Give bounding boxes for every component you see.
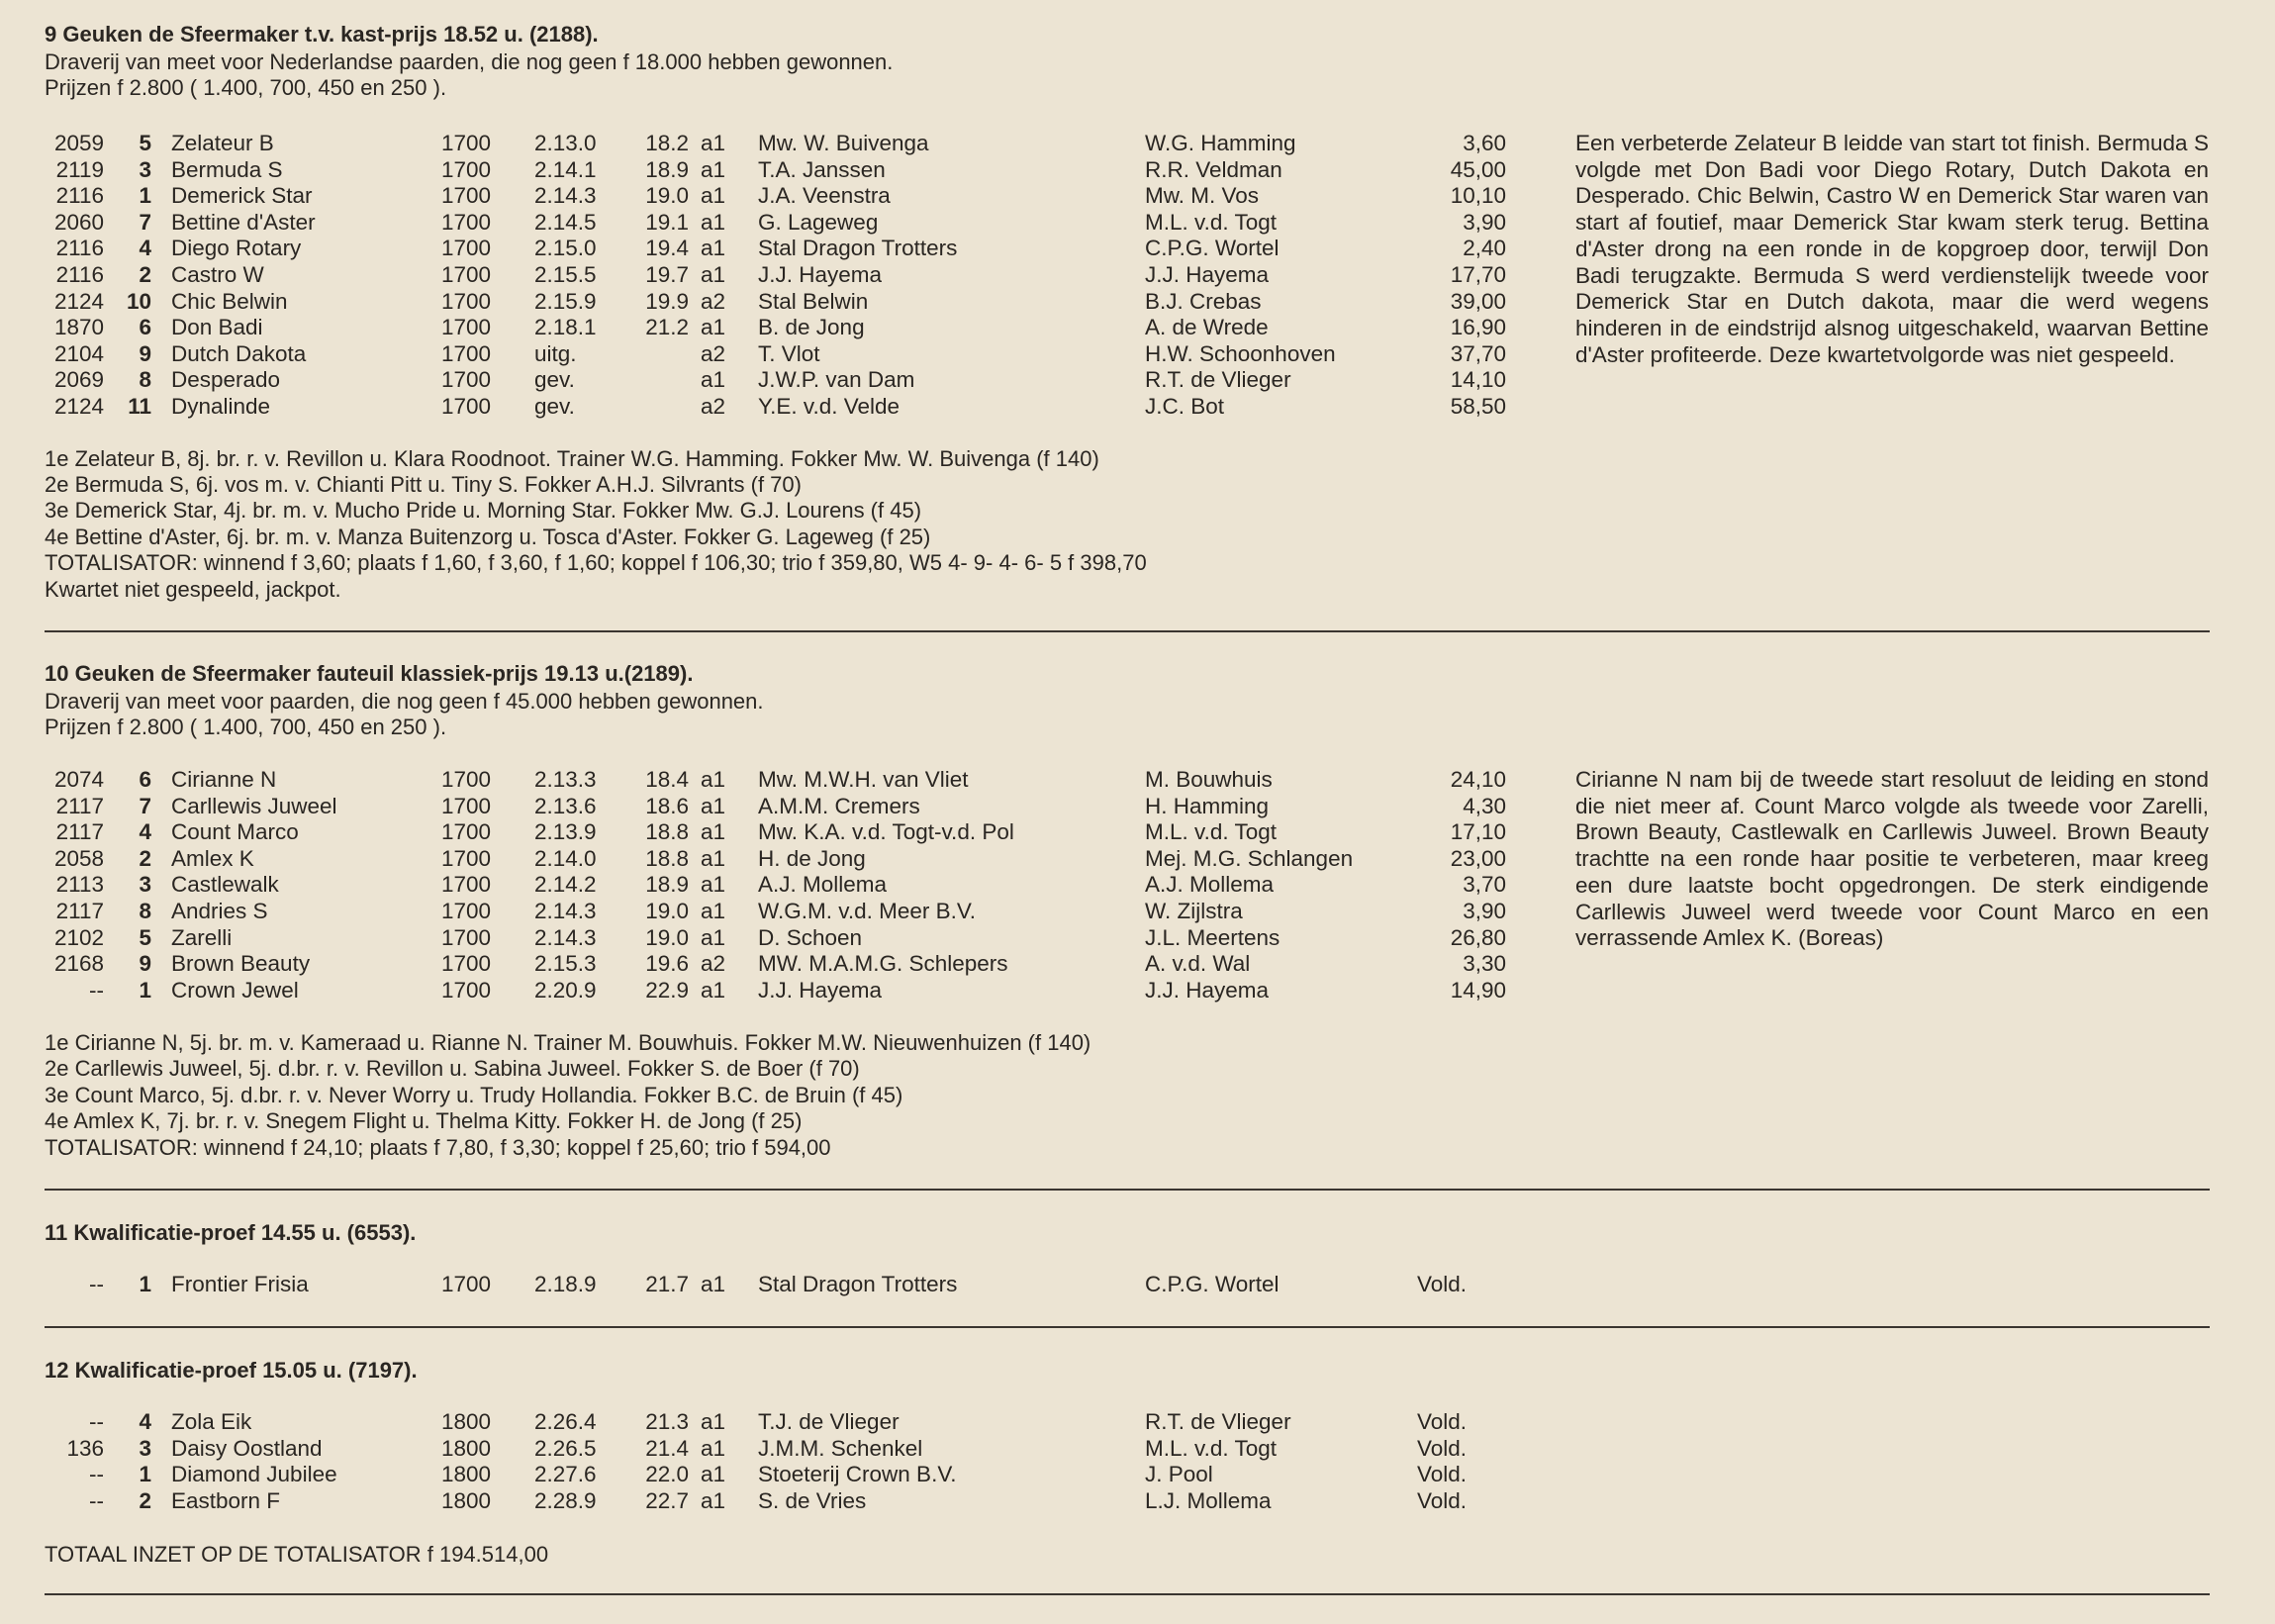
previous-race-number: 136 — [66, 1435, 104, 1461]
finish-time: 2.28.9 — [534, 1487, 597, 1513]
result-row — [0, 899, 1524, 925]
distance: 1700 — [441, 872, 492, 898]
start-class: a1 — [701, 845, 726, 871]
start-number: 1 — [139, 1272, 151, 1296]
win-odds: 39,00 — [1450, 288, 1506, 314]
win-odds: 3,70 — [1463, 872, 1506, 898]
finish-time: 2.14.3 — [534, 183, 597, 209]
total-bets: TOTAAL INZET OP DE TOTALISATOR f 194.514,00 — [45, 1542, 549, 1567]
breeding-line-3: 3e Demerick Star, 4j. br. m. v. Mucho Pride u. Morning Star. Fokker Mw. G.J. Lourens (f 45) — [45, 498, 922, 523]
distance: 1800 — [441, 1487, 492, 1513]
distance: 1700 — [441, 819, 492, 845]
distance: 1700 — [441, 315, 492, 340]
start-number: 3 — [139, 156, 151, 182]
horse-name: Chic Belwin — [171, 288, 288, 314]
distance: 1700 — [441, 262, 492, 287]
previous-race-number: 2116 — [55, 183, 104, 209]
previous-race-number: 2124 — [53, 394, 104, 419]
win-odds: 24,10 — [1450, 767, 1506, 792]
driver-name: M.L. v.d. Togt — [1145, 209, 1277, 235]
horse-name: Castlewalk — [171, 872, 279, 898]
distance: 1700 — [441, 767, 492, 792]
start-number: 6 — [139, 315, 151, 340]
start-class: a1 — [701, 899, 726, 923]
breeding-line-4: 4e Bettine d'Aster, 6j. br. m. v. Manza Buitenzorg u. Tosca d'Aster. Fokker G. Lageweg (f 25) — [45, 525, 931, 549]
finish-time: 2.15.3 — [534, 951, 597, 977]
previous-race-number: 2117 — [55, 899, 104, 923]
km-time: 22.9 — [645, 977, 689, 1003]
result-row — [0, 1436, 1524, 1463]
finish-time: 2.14.3 — [534, 899, 597, 923]
result-row — [0, 846, 1524, 873]
start-class: a1 — [701, 1487, 726, 1513]
horse-name: Zarelli — [171, 924, 233, 950]
finish-time: 2.26.5 — [534, 1435, 597, 1461]
result-row — [0, 367, 1524, 394]
win-odds: 17,10 — [1450, 819, 1506, 845]
section-divider — [45, 1326, 2210, 1328]
race-title: 11 Kwalificatie-proef 14.55 u. (6553). — [45, 1220, 417, 1245]
km-time: 22.0 — [645, 1462, 689, 1487]
distance: 1700 — [441, 183, 492, 209]
distance: 1700 — [441, 367, 492, 393]
result-row — [0, 978, 1524, 1004]
start-number: 8 — [139, 899, 151, 923]
section-divider — [45, 1593, 2210, 1595]
win-odds: 14,10 — [1450, 367, 1506, 393]
previous-race-number: 2168 — [53, 951, 104, 977]
previous-race-number: 2074 — [53, 767, 104, 792]
km-time: 19.0 — [645, 924, 689, 950]
win-odds: 58,50 — [1450, 394, 1506, 419]
owner-name: A.M.M. Cremers — [758, 793, 920, 818]
distance: 1700 — [441, 394, 492, 419]
km-time: 18.4 — [645, 767, 689, 792]
start-number: 7 — [139, 209, 151, 235]
previous-race-number: 2060 — [53, 209, 104, 235]
owner-name: J.J. Hayema — [758, 977, 883, 1003]
owner-name: S. de Vries — [758, 1487, 867, 1513]
result-row — [0, 1409, 1524, 1436]
distance: 1700 — [441, 156, 492, 182]
qualification-status: Vold. — [1417, 1462, 1468, 1487]
result-row — [0, 131, 1524, 157]
result-row — [0, 1462, 1524, 1488]
kwartet-note: Kwartet niet gespeeld, jackpot. — [45, 577, 341, 602]
driver-name: J.J. Hayema — [1145, 977, 1270, 1003]
driver-name: L.J. Mollema — [1145, 1487, 1272, 1513]
horse-name: Diego Rotary — [171, 236, 302, 261]
finish-time: 2.13.6 — [534, 793, 597, 818]
owner-name: J.A. Veenstra — [758, 183, 891, 209]
start-class: a1 — [701, 156, 726, 182]
start-class: a1 — [701, 1462, 726, 1487]
km-time: 21.2 — [645, 315, 689, 340]
distance: 1800 — [441, 1409, 492, 1434]
win-odds: 3,60 — [1463, 131, 1506, 155]
result-row — [0, 183, 1524, 210]
start-class: a1 — [701, 924, 726, 950]
km-time: 18.9 — [645, 156, 689, 182]
start-class: a1 — [701, 236, 726, 261]
owner-name: W.G.M. v.d. Meer B.V. — [758, 899, 977, 923]
finish-time: 2.14.0 — [534, 845, 597, 871]
totalisator-line: TOTALISATOR: winnend f 3,60; plaats f 1,60, f 3,60, f 1,60; koppel f 106,30; trio f 359,80, W5 4- 9- 4- 6- 5 f 398,70 — [45, 550, 1147, 575]
result-row — [0, 767, 1524, 794]
start-number: 1 — [139, 183, 151, 209]
km-time: 19.9 — [645, 288, 689, 314]
distance: 1700 — [441, 131, 492, 155]
start-number: 10 — [126, 288, 151, 314]
start-number: 8 — [139, 367, 151, 393]
driver-name: R.R. Veldman — [1145, 156, 1282, 182]
driver-name: W. Zijlstra — [1145, 899, 1243, 923]
finish-time: 2.15.0 — [534, 236, 597, 261]
horse-name: Daisy Oostland — [171, 1435, 323, 1461]
breeding-line-3: 3e Count Marco, 5j. d.br. r. v. Never Worry u. Trudy Hollandia. Fokker B.C. de Bruin (f 45) — [45, 1083, 903, 1107]
previous-race-number: 2069 — [53, 367, 104, 393]
owner-name: Stoeterij Crown B.V. — [758, 1462, 957, 1487]
start-number: 4 — [139, 1409, 151, 1434]
result-row — [0, 236, 1524, 262]
owner-name: J.M.M. Schenkel — [758, 1435, 923, 1461]
horse-name: Dutch Dakota — [171, 340, 307, 366]
horse-name: Carllewis Juweel — [171, 793, 337, 818]
start-class: a1 — [701, 367, 726, 393]
horse-name: Crown Jewel — [171, 977, 299, 1003]
start-class: a1 — [701, 1272, 726, 1296]
previous-race-number: 2113 — [55, 872, 104, 898]
km-time: 21.3 — [645, 1409, 689, 1434]
finish-time: 2.20.9 — [534, 977, 597, 1003]
start-class: a1 — [701, 209, 726, 235]
owner-name: Stal Belwin — [758, 288, 869, 314]
start-class: a2 — [701, 951, 726, 977]
finish-time: 2.27.6 — [534, 1462, 597, 1487]
owner-name: MW. M.A.M.G. Schlepers — [758, 951, 1008, 977]
km-time: 19.1 — [645, 209, 689, 235]
driver-name: J.J. Hayema — [1145, 262, 1270, 287]
owner-name: H. de Jong — [758, 845, 866, 871]
owner-name: Mw. M.W.H. van Vliet — [758, 767, 969, 792]
start-number: 4 — [139, 819, 151, 845]
driver-name: B.J. Crebas — [1145, 288, 1262, 314]
start-class: a2 — [701, 340, 726, 366]
finish-time: 2.14.3 — [534, 924, 597, 950]
start-class: a1 — [701, 793, 726, 818]
qualification-status: Vold. — [1417, 1435, 1468, 1461]
start-number: 2 — [139, 262, 151, 287]
qualification-status: Vold. — [1417, 1409, 1468, 1434]
owner-name: J.W.P. van Dam — [758, 367, 915, 393]
distance: 1700 — [441, 288, 492, 314]
driver-name: A. v.d. Wal — [1145, 951, 1251, 977]
driver-name: H. Hamming — [1145, 793, 1270, 818]
km-time: 22.7 — [645, 1487, 689, 1513]
horse-name: Castro W — [171, 262, 264, 287]
result-row — [0, 1488, 1524, 1515]
finish-time: 2.15.9 — [534, 288, 597, 314]
horse-name: Andries S — [171, 899, 268, 923]
start-number: 6 — [139, 767, 151, 792]
finish-time: gev. — [534, 394, 575, 419]
km-time: 18.6 — [645, 793, 689, 818]
km-time: 19.7 — [645, 262, 689, 287]
previous-race-number: -- — [89, 1272, 104, 1296]
previous-race-number: -- — [89, 977, 104, 1003]
driver-name: A.J. Mollema — [1145, 872, 1275, 898]
totalisator-line: TOTALISATOR: winnend f 24,10; plaats f 7,80, f 3,30; koppel f 25,60; trio f 594,00 — [45, 1135, 831, 1160]
start-class: a1 — [701, 262, 726, 287]
km-time: 21.4 — [645, 1435, 689, 1461]
win-odds: 2,40 — [1463, 236, 1506, 261]
distance: 1700 — [441, 1272, 492, 1296]
owner-name: T.A. Janssen — [758, 156, 886, 182]
start-class: a1 — [701, 767, 726, 792]
win-odds: 14,90 — [1450, 977, 1506, 1003]
driver-name: M. Bouwhuis — [1145, 767, 1273, 792]
race-report: Cirianne N nam bij de tweede start resoluut de leiding en stond die niet meer af. Count Marco volgde als tweede voor Zarelli, Brown Beauty, Castlewalk en Carllewis Juweel. Brown Beauty trachtte na een ronde haar positie te verbeteren, maar kreeg een dure laatste bocht opgedrongen. De sterk eindigende Carllewis Juweel werd tweede voor Count Marco en een verrassende Amlex K. (Boreas) — [1575, 767, 2209, 951]
horse-name: Zola Eik — [171, 1409, 252, 1434]
distance: 1800 — [441, 1462, 492, 1487]
horse-name: Dynalinde — [171, 394, 271, 419]
result-row — [0, 819, 1524, 846]
finish-time: 2.14.2 — [534, 872, 597, 898]
distance: 1700 — [441, 924, 492, 950]
breeding-line-4: 4e Amlex K, 7j. br. r. v. Snegem Flight u. Thelma Kitty. Fokker H. de Jong (f 25) — [45, 1108, 803, 1133]
win-odds: 3,90 — [1463, 209, 1506, 235]
horse-name: Bettine d'Aster — [171, 209, 316, 235]
start-class: a1 — [701, 1435, 726, 1461]
result-row — [0, 1272, 1524, 1298]
owner-name: T.J. de Vlieger — [758, 1409, 900, 1434]
horse-name: Desperado — [171, 367, 281, 393]
start-number: 2 — [139, 1487, 151, 1513]
driver-name: J.C. Bot — [1145, 394, 1225, 419]
driver-name: M.L. v.d. Togt — [1145, 819, 1277, 845]
previous-race-number: 2119 — [55, 156, 104, 182]
start-number: 1 — [139, 1462, 151, 1487]
finish-time: 2.13.0 — [534, 131, 597, 155]
finish-time: 2.14.1 — [534, 156, 597, 182]
result-row — [0, 157, 1524, 184]
result-row — [0, 210, 1524, 237]
driver-name: C.P.G. Wortel — [1145, 1272, 1280, 1296]
owner-name: B. de Jong — [758, 315, 865, 340]
km-time: 19.0 — [645, 183, 689, 209]
distance: 1700 — [441, 977, 492, 1003]
start-number: 5 — [139, 131, 151, 155]
result-row — [0, 951, 1524, 978]
driver-name: H.W. Schoonhoven — [1145, 340, 1336, 366]
horse-name: Eastborn F — [171, 1487, 281, 1513]
distance: 1700 — [441, 209, 492, 235]
km-time: 18.9 — [645, 872, 689, 898]
distance: 1700 — [441, 899, 492, 923]
owner-name: Stal Dragon Trotters — [758, 236, 958, 261]
previous-race-number: 2116 — [55, 236, 104, 261]
start-class: a1 — [701, 131, 726, 155]
finish-time: 2.18.1 — [534, 315, 597, 340]
section-divider — [45, 1189, 2210, 1191]
previous-race-number: 2102 — [53, 924, 104, 950]
section-divider — [45, 630, 2210, 632]
km-time: 19.6 — [645, 951, 689, 977]
result-row — [0, 794, 1524, 820]
finish-time: uitg. — [534, 340, 577, 366]
owner-name: D. Schoen — [758, 924, 863, 950]
start-number: 5 — [139, 924, 151, 950]
race-conditions: Draverij van meet voor Nederlandse paarden, die nog geen f 18.000 hebben gewonnen. — [45, 49, 894, 74]
km-time: 18.8 — [645, 819, 689, 845]
km-time: 18.2 — [645, 131, 689, 155]
km-time: 18.8 — [645, 845, 689, 871]
previous-race-number: 2117 — [55, 819, 104, 845]
race-prizes: Prijzen f 2.800 ( 1.400, 700, 450 en 250 ). — [45, 715, 447, 739]
breeding-line-1: 1e Zelateur B, 8j. br. r. v. Revillon u. Klara Roodnoot. Trainer W.G. Hamming. Fokker Mw. W. Buivenga (f 140) — [45, 446, 1099, 471]
owner-name: J.J. Hayema — [758, 262, 883, 287]
previous-race-number: 2104 — [53, 340, 104, 366]
win-odds: 3,90 — [1463, 899, 1506, 923]
horse-name: Diamond Jubilee — [171, 1462, 337, 1487]
owner-name: T. Vlot — [758, 340, 820, 366]
start-number: 7 — [139, 793, 151, 818]
previous-race-number: -- — [89, 1462, 104, 1487]
start-number: 3 — [139, 1435, 151, 1461]
finish-time: 2.13.9 — [534, 819, 597, 845]
owner-name: A.J. Mollema — [758, 872, 888, 898]
finish-time: gev. — [534, 367, 575, 393]
previous-race-number: 2058 — [53, 845, 104, 871]
finish-time: 2.26.4 — [534, 1409, 597, 1434]
start-number: 4 — [139, 236, 151, 261]
driver-name: A. de Wrede — [1145, 315, 1269, 340]
qualification-status: Vold. — [1417, 1487, 1468, 1513]
previous-race-number: 2116 — [55, 262, 104, 287]
distance: 1700 — [441, 951, 492, 977]
horse-name: Amlex K — [171, 845, 254, 871]
driver-name: J.L. Meertens — [1145, 924, 1280, 950]
driver-name: C.P.G. Wortel — [1145, 236, 1280, 261]
owner-name: G. Lageweg — [758, 209, 879, 235]
win-odds: 16,90 — [1450, 315, 1506, 340]
race-prizes: Prijzen f 2.800 ( 1.400, 700, 450 en 250 ). — [45, 75, 447, 100]
win-odds: 37,70 — [1450, 340, 1506, 366]
horse-name: Frontier Frisia — [171, 1272, 309, 1296]
driver-name: M.L. v.d. Togt — [1145, 1435, 1277, 1461]
distance: 1700 — [441, 340, 492, 366]
result-row — [0, 872, 1524, 899]
start-number: 1 — [139, 977, 151, 1003]
driver-name: R.T. de Vlieger — [1145, 367, 1291, 393]
owner-name: Stal Dragon Trotters — [758, 1272, 958, 1296]
horse-name: Count Marco — [171, 819, 299, 845]
distance: 1700 — [441, 793, 492, 818]
km-time: 19.4 — [645, 236, 689, 261]
win-odds: 10,10 — [1450, 183, 1506, 209]
start-number: 3 — [139, 872, 151, 898]
start-class: a1 — [701, 183, 726, 209]
previous-race-number: 2117 — [55, 793, 104, 818]
finish-time: 2.18.9 — [534, 1272, 597, 1296]
previous-race-number: -- — [89, 1409, 104, 1434]
race-title: 12 Kwalificatie-proef 15.05 u. (7197). — [45, 1358, 418, 1383]
previous-race-number: 1870 — [53, 315, 104, 340]
horse-name: Bermuda S — [171, 156, 283, 182]
win-odds: 4,30 — [1463, 793, 1506, 818]
driver-name: Mej. M.G. Schlangen — [1145, 845, 1354, 871]
km-time: 21.7 — [645, 1272, 689, 1296]
result-row — [0, 394, 1524, 421]
start-class: a2 — [701, 394, 726, 419]
win-odds: 26,80 — [1450, 924, 1506, 950]
result-row — [0, 315, 1524, 341]
distance: 1800 — [441, 1435, 492, 1461]
win-odds: 3,30 — [1463, 951, 1506, 977]
driver-name: R.T. de Vlieger — [1145, 1409, 1291, 1434]
start-number: 2 — [139, 845, 151, 871]
win-odds: 23,00 — [1450, 845, 1506, 871]
previous-race-number: 2059 — [53, 131, 104, 155]
horse-name: Demerick Star — [171, 183, 313, 209]
driver-name: Mw. M. Vos — [1145, 183, 1260, 209]
start-number: 9 — [139, 951, 151, 977]
breeding-line-2: 2e Carllewis Juweel, 5j. d.br. r. v. Revillon u. Sabina Juweel. Fokker S. de Boer (f 70) — [45, 1056, 860, 1081]
driver-name: W.G. Hamming — [1145, 131, 1296, 155]
finish-time: 2.14.5 — [534, 209, 597, 235]
owner-name: Mw. K.A. v.d. Togt-v.d. Pol — [758, 819, 1014, 845]
breeding-line-1: 1e Cirianne N, 5j. br. m. v. Kameraad u. Rianne N. Trainer M. Bouwhuis. Fokker M.W. Nieuwenhuizen (f 140) — [45, 1030, 1091, 1055]
km-time: 19.0 — [645, 899, 689, 923]
horse-name: Zelateur B — [171, 131, 274, 155]
race-title: 9 Geuken de Sfeermaker t.v. kast-prijs 18.52 u. (2188). — [45, 22, 599, 47]
distance: 1700 — [441, 236, 492, 261]
win-odds: 45,00 — [1450, 156, 1506, 182]
owner-name: Y.E. v.d. Velde — [758, 394, 901, 419]
start-class: a2 — [701, 288, 726, 314]
result-row — [0, 925, 1524, 952]
race-title: 10 Geuken de Sfeermaker fauteuil klassiek-prijs 19.13 u.(2189). — [45, 661, 694, 686]
race-conditions: Draverij van meet voor paarden, die nog geen f 45.000 hebben gewonnen. — [45, 689, 764, 714]
start-class: a1 — [701, 872, 726, 898]
horse-name: Don Badi — [171, 315, 263, 340]
finish-time: 2.15.5 — [534, 262, 597, 287]
owner-name: Mw. W. Buivenga — [758, 131, 929, 155]
race-report: Een verbeterde Zelateur B leidde van start tot finish. Bermuda S volgde met Don Badi voor Diego Rotary, Dutch Dakota en Desperado. Chic Belwin, Castro W en Demerick Star waren van start af foutief, maar Demerick Star kwam sterk terug. Bettina d'Aster drong na een ronde in de kopgroep door, terwijl Don Badi terugzakte. Bermuda S werd verdienstelijk tweede voor Demerick Star en Dutch dakota, maar die werd wegens hinderen in de eindstrijd alsnog uitgeschakeld, waarvan Bettine d'Aster profiteerde. Deze kwartetvolgorde was niet gespeeld. — [1575, 131, 2209, 367]
start-class: a1 — [701, 977, 726, 1003]
win-odds: 17,70 — [1450, 262, 1506, 287]
result-row — [0, 262, 1524, 289]
start-class: a1 — [701, 315, 726, 340]
start-class: a1 — [701, 1409, 726, 1434]
horse-name: Brown Beauty — [171, 951, 311, 977]
finish-time: 2.13.3 — [534, 767, 597, 792]
result-row — [0, 341, 1524, 368]
start-number: 11 — [128, 394, 151, 419]
horse-name: Cirianne N — [171, 767, 277, 792]
start-number: 9 — [139, 340, 151, 366]
previous-race-number: -- — [89, 1487, 104, 1513]
driver-name: J. Pool — [1145, 1462, 1213, 1487]
start-class: a1 — [701, 819, 726, 845]
distance: 1700 — [441, 845, 492, 871]
result-row — [0, 289, 1524, 316]
qualification-status: Vold. — [1417, 1272, 1468, 1296]
breeding-line-2: 2e Bermuda S, 6j. vos m. v. Chianti Pitt u. Tiny S. Fokker A.H.J. Silvrants (f 70) — [45, 472, 802, 497]
previous-race-number: 2124 — [53, 288, 104, 314]
